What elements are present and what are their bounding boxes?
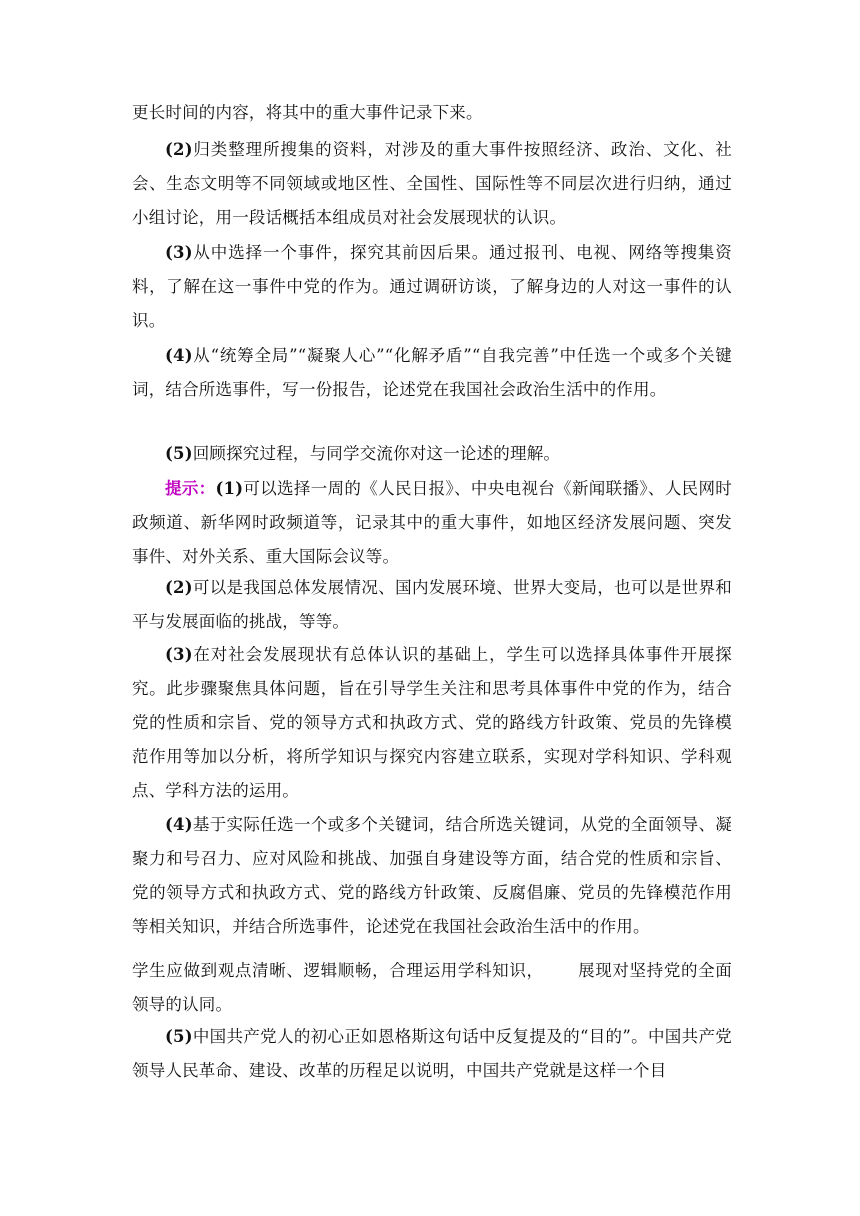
paragraph-text: 从中选择一个事件，探究其前因后果。通过报刊、电视、网络等搜集资料，了解在这一事件中党的作为。通过调研访谈，了解身边的人对这一事件的认识。 xyxy=(132,243,732,330)
hint-item-4-continued xyxy=(132,954,732,1022)
hint-number: (5) xyxy=(165,1027,193,1046)
hint-item-2 xyxy=(132,571,732,639)
hint-item-1 xyxy=(132,472,732,574)
hint-number: (3) xyxy=(165,645,193,664)
paragraph-step2 xyxy=(132,133,732,235)
hint-item-3 xyxy=(132,638,732,808)
hint-text: 展现对坚持党的全面领导的认同。 xyxy=(132,961,732,1014)
paragraph-step4 xyxy=(132,339,732,407)
hint-number: (1) xyxy=(215,479,244,498)
paragraph-step3 xyxy=(132,236,732,338)
hint-label: 提示： xyxy=(165,479,216,498)
paragraph-text: 归类整理所搜集的资料，对涉及的重大事件按照经济、政治、文化、社会、生态文明等不同领域或地区性、全国性、国际性等不同层次进行归纳，通过小组讨论，用一段话概括本组成员对社会发展现状的认识。 xyxy=(132,140,732,227)
step-number: (4) xyxy=(165,346,193,365)
hint-number: (4) xyxy=(165,815,193,834)
paragraph-text: 回顾探究过程，与同学交流你对这一论述的理解。 xyxy=(192,444,561,463)
hint-text: 学生应做到观点清晰、逻辑顺畅，合理运用学科知识， xyxy=(132,961,544,980)
hint-number: (2) xyxy=(165,578,193,597)
hint-text: 可以选择一周的《人民日报》、中央电视台《新闻联播》、人民网时政频道、新华网时政频道等，记录其中的重大事件，如地区经济发展问题、突发事件、对外关系、重大国际会议等。 xyxy=(132,479,732,566)
step-number: (5) xyxy=(165,444,193,463)
step-number: (3) xyxy=(165,243,193,262)
hint-text: 基于实际任选一个或多个关键词，结合所选关键词，从党的全面领导、凝聚力和号召力、应对风险和挑战、加强自身建设等方面，结合党的性质和宗旨、党的领导方式和执政方式、党的路线方针政策、反腐倡廉、党员的先锋模范作用等相关知识，并结合所选事件，论述党在我国社会政治生活中的作用。 xyxy=(132,815,732,936)
hint-item-4 xyxy=(132,808,732,944)
paragraph-step1-continued xyxy=(132,96,732,130)
hint-item-5 xyxy=(132,1020,732,1088)
paragraph-text: 从“统筹全局”“凝聚人心”“化解矛盾”“自我完善”中任选一个或多个关键词，结合所选事件，写一份报告，论述党在我国社会政治生活中的作用。 xyxy=(132,346,732,399)
paragraph-step5 xyxy=(132,437,732,471)
paragraph-text: 更长时间的内容，将其中的重大事件记录下来。 xyxy=(132,103,483,122)
hint-text: 中国共产党人的初心正如恩格斯这句话中反复提及的“目的”。中国共产党领导人民革命、建设、改革的历程足以说明，中国共产党就是这样一个目 xyxy=(132,1027,732,1080)
hint-text: 在对社会发展现状有总体认识的基础上，学生可以选择具体事件开展探究。此步骤聚焦具体问题，旨在引导学生关注和思考具体事件中党的作为，结合党的性质和宗旨、党的领导方式和执政方式、党的路线方针政策、党员的先锋模范作用等加以分析，将所学知识与探究内容建立联系，实现对学科知识、学科观点、学科方法的运用。 xyxy=(132,645,732,800)
step-number: (2) xyxy=(165,140,193,159)
hint-text: 可以是我国总体发展情况、国内发展环境、世界大变局，也可以是世界和平与发展面临的挑战，等等。 xyxy=(132,578,732,631)
